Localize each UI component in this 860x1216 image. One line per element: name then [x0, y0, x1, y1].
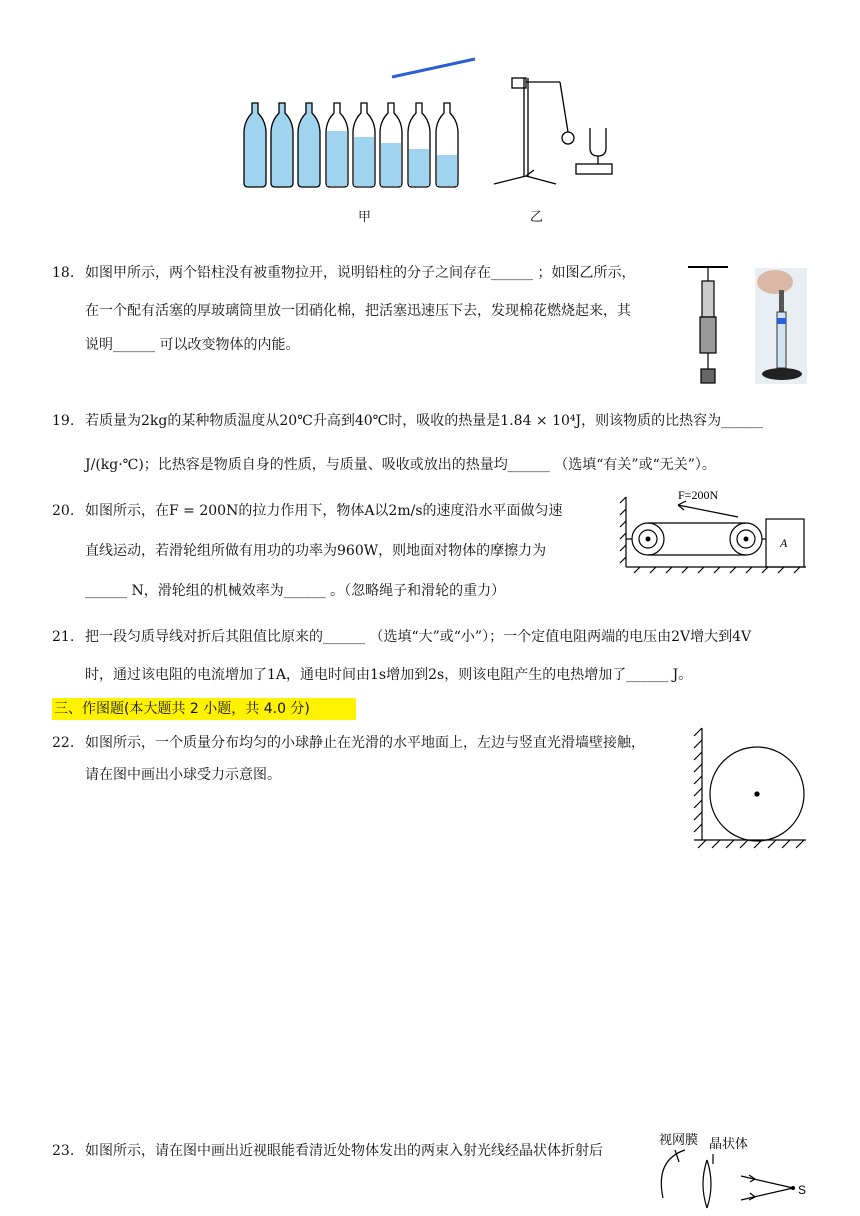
- question-text-line: 如图所示，在F = 200N的拉力作用下，物体A以2m/s的速度沿水平面做匀速: [85, 503, 563, 519]
- question-text-line: 在一个配有活塞的厚玻璃筒里放一团硝化棉，把活塞迅速压下去，发现棉花燃烧起来，其: [85, 303, 631, 319]
- lens-label: 晶状体: [709, 1137, 749, 1152]
- question-number: 19.: [52, 413, 75, 429]
- question-text-line: 如图所示，请在图中画出近视眼能看清近处物体发出的两束入射光线经晶状体折射后: [85, 1143, 603, 1159]
- lead-cylinder-figure: [688, 265, 736, 385]
- ball-wall-figure: [690, 728, 808, 850]
- question-text-line: 说明______ 可以改变物体的内能。: [85, 337, 300, 353]
- question-text-line: 直线运动，若滑轮组所做有用功的功率为960W，则地面对物体的摩擦力为: [85, 543, 547, 559]
- source-label: S: [798, 1183, 807, 1197]
- question-text-line: 时，通过该电阻的电流增加了1A，通电时间由1s增加到2s，则该电阻产生的电热增加了______ J。: [85, 667, 693, 683]
- question-number: 23.: [52, 1143, 75, 1159]
- eye-figure: [655, 1130, 815, 1216]
- caption-jia: 甲: [358, 210, 372, 225]
- retina-label: 视网膜: [659, 1133, 699, 1148]
- piston-cylinder-photo: [755, 268, 807, 384]
- bottles-figure: [240, 55, 480, 195]
- question-number: 20.: [52, 503, 75, 519]
- bottle-row: [244, 103, 458, 187]
- pulley-system-figure: [620, 487, 810, 573]
- question-number: 21.: [52, 629, 75, 645]
- caption-yi: 乙: [530, 210, 544, 225]
- question-number: 22.: [52, 735, 75, 751]
- force-label: F=200N: [678, 488, 719, 502]
- question-text-line: 如图所示，一个质量分布均匀的小球静止在光滑的水平地面上，左边与竖直光滑墙壁接触，: [85, 735, 645, 751]
- question-text-line: 如图甲所示，两个铅柱没有被重物拉开，说明铅柱的分子之间存在______ ；如图乙所示，: [85, 265, 636, 281]
- question-text-line: ______ N，滑轮组的机械效率为______ 。（忽略绳子和滑轮的重力）: [85, 583, 506, 599]
- question-text-line: J/(kg·℃)；比热容是物质自身的性质，与质量、吸收或放出的热量均______ （选填“有关”或“无关”）。: [85, 457, 716, 473]
- question-number: 18.: [52, 265, 75, 281]
- block-a-label: A: [780, 536, 788, 550]
- tuning-fork-stand-figure: [490, 68, 620, 193]
- striking-rod: [392, 59, 475, 77]
- section-heading: 三、作图题(本大题共 2 小题，共 4.0 分): [52, 698, 356, 720]
- question-text-line: 请在图中画出小球受力示意图。: [85, 767, 281, 783]
- question-text-line: 若质量为2kg的某种物质温度从20℃升高到40℃时，吸收的热量是1.84 × 10⁴J，则该物质的比热容为______: [85, 413, 764, 429]
- question-text-line: 把一段匀质导线对折后其阻值比原来的______ （选填“大”或“小”）；一个定值电阻两端的电压由2V增大到4V: [85, 629, 752, 645]
